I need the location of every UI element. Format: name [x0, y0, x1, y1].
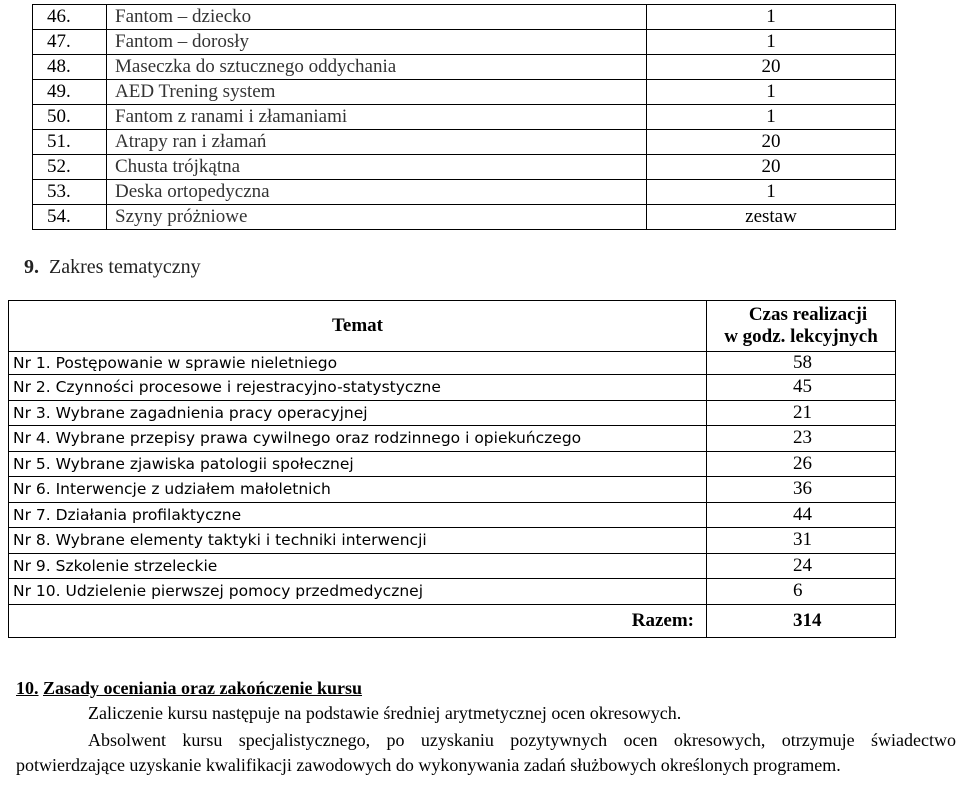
equipment-name: Szyny próżniowe	[107, 205, 647, 230]
topic-label: Nr 4. Wybrane przepisy prawa cywilnego oraz rodzinnego i opiekuńczego	[9, 426, 707, 452]
paragraph-grading: Zaliczenie kursu następuje na podstawie średniej arytmetycznej ocen okresowych.	[88, 703, 682, 723]
header-time-line1: Czas realizacji	[748, 304, 868, 325]
topic-label: Nr 1. Postępowanie w sprawie nieletniego	[9, 352, 707, 375]
section-10-title: Zasady oceniania oraz zakończenie kursu	[43, 678, 363, 698]
topic-hours: 23	[707, 426, 896, 452]
header-topic: Temat	[9, 301, 707, 352]
equipment-quantity: 1	[647, 80, 896, 105]
equipment-number: 47.	[33, 30, 107, 55]
equipment-quantity: 20	[647, 130, 896, 155]
total-row	[9, 604, 896, 637]
topic-row	[9, 477, 896, 503]
topic-row	[9, 426, 896, 452]
section-9-number: 9.	[24, 256, 39, 278]
header-time-line2: w godz. lekcyjnych	[724, 326, 878, 347]
header-time	[707, 301, 896, 352]
topic-hours: 24	[707, 553, 896, 579]
equipment-number: 50.	[33, 105, 107, 130]
equipment-name: Atrapy ran i złamań	[107, 130, 647, 155]
equipment-row	[33, 180, 896, 205]
topic-row	[9, 352, 896, 375]
topic-label: Nr 5. Wybrane zjawiska patologii społecznej	[9, 451, 707, 477]
equipment-name: Fantom – dziecko	[107, 5, 647, 30]
equipment-quantity: 1	[647, 180, 896, 205]
section-10-number: 10.	[16, 678, 39, 698]
section-9-title: Zakres tematyczny	[49, 256, 201, 278]
equipment-number: 46.	[33, 5, 107, 30]
topic-hours: 58	[707, 352, 896, 375]
section-9-heading	[24, 256, 201, 279]
topic-label: Nr 2. Czynności procesowe i rejestracyjno-statystyczne	[9, 375, 707, 401]
topic-row	[9, 579, 896, 605]
equipment-quantity: zestaw	[647, 205, 896, 230]
equipment-row	[33, 30, 896, 55]
equipment-number: 52.	[33, 155, 107, 180]
topic-row	[9, 400, 896, 426]
equipment-quantity: 1	[647, 30, 896, 55]
topic-hours: 26	[707, 451, 896, 477]
topic-hours: 44	[707, 502, 896, 528]
equipment-row	[33, 155, 896, 180]
equipment-name: Maseczka do sztucznego oddychania	[107, 55, 647, 80]
total-label: Razem:	[9, 604, 707, 637]
equipment-row	[33, 205, 896, 230]
equipment-name: AED Trening system	[107, 80, 647, 105]
equipment-row	[33, 55, 896, 80]
topic-hours: 36	[707, 477, 896, 503]
equipment-row	[33, 105, 896, 130]
equipment-number: 51.	[33, 130, 107, 155]
topic-label: Nr 6. Interwencje z udziałem małoletnich	[9, 477, 707, 503]
equipment-number: 53.	[33, 180, 107, 205]
paragraph-graduate: Absolwent kursu specjalistycznego, po uzyskaniu pozytywnych ocen okresowych, otrzymuje świadectwo potwierdzające uzyskanie kwalifikacji zawodowych do wykonywania zadań służbowych określonych programem.	[16, 730, 956, 775]
topic-label: Nr 9. Szkolenie strzeleckie	[9, 553, 707, 579]
topic-row	[9, 528, 896, 554]
equipment-number: 54.	[33, 205, 107, 230]
equipment-name: Deska ortopedyczna	[107, 180, 647, 205]
equipment-name: Chusta trójkątna	[107, 155, 647, 180]
topics-header-row	[9, 301, 896, 352]
equipment-number: 48.	[33, 55, 107, 80]
topic-row	[9, 375, 896, 401]
topic-label: Nr 3. Wybrane zagadnienia pracy operacyjnej	[9, 400, 707, 426]
equipment-row	[33, 5, 896, 30]
topic-row	[9, 502, 896, 528]
equipment-number: 49.	[33, 80, 107, 105]
total-value: 314	[707, 604, 896, 637]
equipment-name: Fantom – dorosły	[107, 30, 647, 55]
equipment-row	[33, 80, 896, 105]
equipment-row	[33, 130, 896, 155]
topic-hours: 21	[707, 400, 896, 426]
topic-hours: 45	[707, 375, 896, 401]
equipment-quantity: 20	[647, 155, 896, 180]
topic-hours: 6	[707, 579, 896, 605]
topic-label: Nr 7. Działania profilaktyczne	[9, 502, 707, 528]
topic-row	[9, 553, 896, 579]
topic-label: Nr 8. Wybrane elementy taktyki i techniki interwencji	[9, 528, 707, 554]
topic-hours: 31	[707, 528, 896, 554]
equipment-name: Fantom z ranami i złamaniami	[107, 105, 647, 130]
section-10-heading	[16, 678, 362, 699]
equipment-quantity: 1	[647, 105, 896, 130]
equipment-table	[32, 4, 896, 230]
equipment-quantity: 1	[647, 5, 896, 30]
topic-label: Nr 10. Udzielenie pierwszej pomocy przedmedycznej	[9, 579, 707, 605]
topics-table	[8, 300, 896, 638]
equipment-quantity: 20	[647, 55, 896, 80]
topic-row	[9, 451, 896, 477]
